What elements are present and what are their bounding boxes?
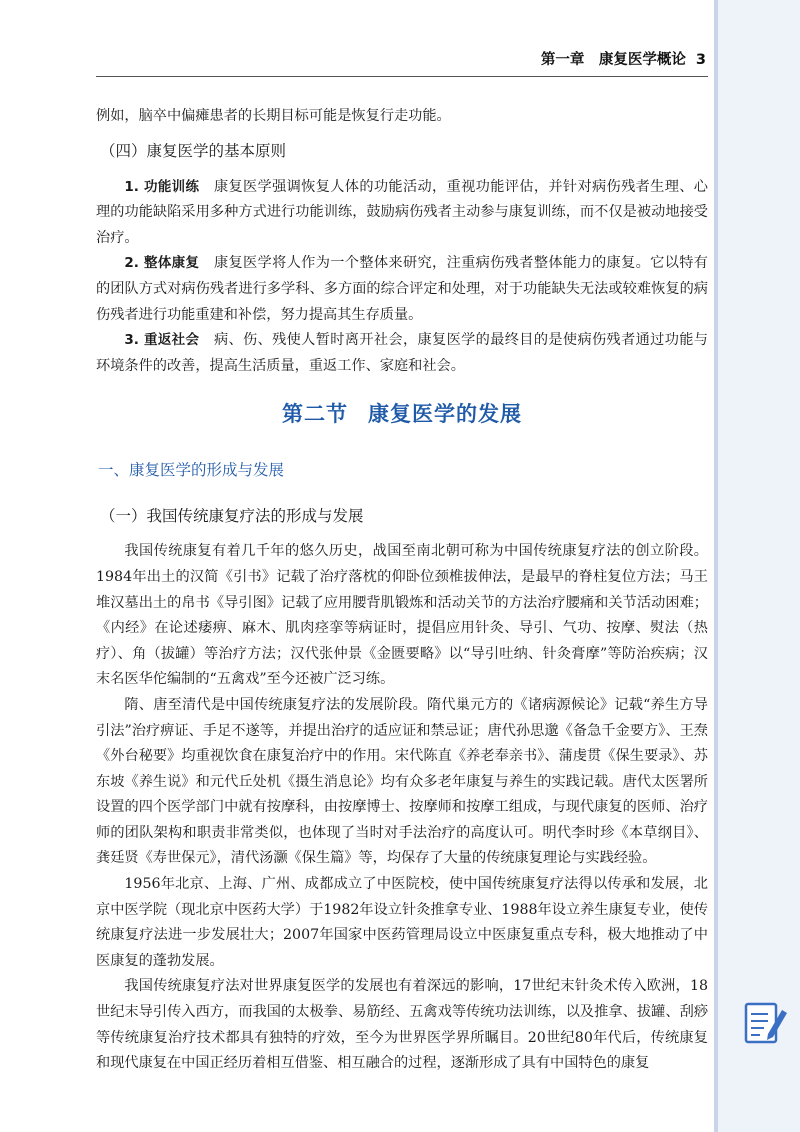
chapter-title: 第一章 康复医学概论 — [540, 52, 686, 68]
body-paragraph: 隋、唐至清代是中国传统康复疗法的发展阶段。隋代巢元方的《诸病源候论》记载“养生方导引法”治疗痹证、手足不遂等，并提出治疗的适应证和禁忌证；唐代孙思邈《备急千金要方》、王焘《外台秘要》均重视饮食在康复治疗中的作用。宋代陈直《养老奉亲书》、蒲虔贯《保生要录》、苏东坡《养生说》和元代丘处机《摄生消息论》均有众多老年康复与养生的实践记载。唐代太医署所设置的四个医学部门中就有按摩科，由按摩博士、按摩师和按摩工组成，与现代康复的医师、治疗师的团队架构和职责非常类似，也体现了当时对手法治疗的高度认可。明代李时珍《本草纲目》、龚廷贤《寿世保元》，清代汤灏《保生篇》等，均保存了大量的传统康复理论与实践经验。 — [96, 696, 708, 867]
principle-lead: 1. 功能训练 — [124, 178, 200, 195]
principle-item — [96, 251, 708, 328]
header-rule — [96, 76, 708, 77]
notes-pencil-icon[interactable] — [740, 998, 790, 1048]
page-body — [96, 104, 708, 1077]
intro-line: 例如，脑卒中偏瘫患者的长期目标可能是恢复行走功能。 — [96, 108, 451, 124]
principle-text: 康复医学将人作为一个整体来研究，注重病伤残者整体能力的康复。它以特有的团队方式对病伤残者进行多学科、多方面的综合评定和处理，对于功能缺失无法或较难恢复的病伤残者进行功能重建和补偿，努力提高其生存质量。 — [96, 255, 708, 323]
principle-lead: 3. 重返社会 — [124, 332, 200, 349]
principle-text: 康复医学强调恢复人体的功能活动，重视功能评估，并针对病伤残者生理、心理的功能缺陷采用多种方式进行功能训练，鼓励病伤残者主动参与康复训练，而不仅是被动地接受治疗。 — [96, 178, 708, 246]
page-number: 3 — [695, 52, 706, 68]
body-paragraph: 我国传统康复有着几千年的悠久历史，战国至南北朝可称为中国传统康复疗法的创立阶段。1984年出土的汉简《引书》记载了治疗落枕的仰卧位颈椎拔伸法，是最早的脊柱复位方法；马王堆汉墓出土的帛书《导引图》记载了应用腰背肌锻炼和活动关节的方法治疗腰痛和关节活动困难；《内经》在论述痿痹、麻木、肌肉痉挛等病证时，提倡应用针灸、导引、气功、按摩、熨法（热疗）、角（拔罐）等治疗方法；汉代张仲景《金匮要略》以“导引吐纳、针灸膏摩”等防治疾病；汉末名医华佗编制的“五禽戏”至今还被广泛习练。 — [96, 543, 708, 688]
principle-item — [96, 175, 708, 252]
page-edge-band — [714, 0, 800, 1132]
section-name: 康复医学的发展 — [368, 402, 522, 427]
section-number: 第二节 — [282, 402, 348, 427]
principle-text: 病、伤、残使人暂时离开社会，康复医学的最终目的是使病伤残者通过功能与环境条件的改善，提高生活质量，重返工作、家庭和社会。 — [96, 332, 708, 374]
principle-lead: 2. 整体康复 — [124, 255, 200, 272]
body-paragraph: 1956年北京、上海、广州、成都成立了中医院校，使中国传统康复疗法得以传承和发展，北京中医学院（现北京中医药大学）于1982年设立针灸推拿专业、1988年设立养生康复专业，使传统康复疗法进一步发展壮大；2007年国家中医药管理局设立中医康复重点专科，极大地推动了中医康复的蓬勃发展。 — [96, 876, 708, 969]
band-divider — [714, 0, 718, 1132]
running-header — [0, 48, 706, 70]
section-title — [96, 399, 708, 429]
principle-item — [96, 328, 708, 379]
subsection-heading: 一、康复医学的形成与发展 — [98, 461, 285, 480]
subsubsection-heading: （一）我国传统康复疗法的形成与发展 — [100, 507, 364, 526]
body-paragraph: 我国传统康复疗法对世界康复医学的发展也有着深远的影响，17世纪末针灸术传入欧洲，18世纪末导引传入西方，而我国的太极拳、易筋经、五禽戏等传统功法训练，以及推拿、拔罐、刮痧等传统康复治疗技术都具有独特的疗效，至今为世界医学界所瞩目。20世纪80年代后，传统康复和现代康复在中国正经历着相互借鉴、相互融合的过程，逐渐形成了具有中国特色的康复 — [96, 978, 708, 1072]
principles-heading: （四）康复医学的基本原则 — [100, 141, 287, 160]
